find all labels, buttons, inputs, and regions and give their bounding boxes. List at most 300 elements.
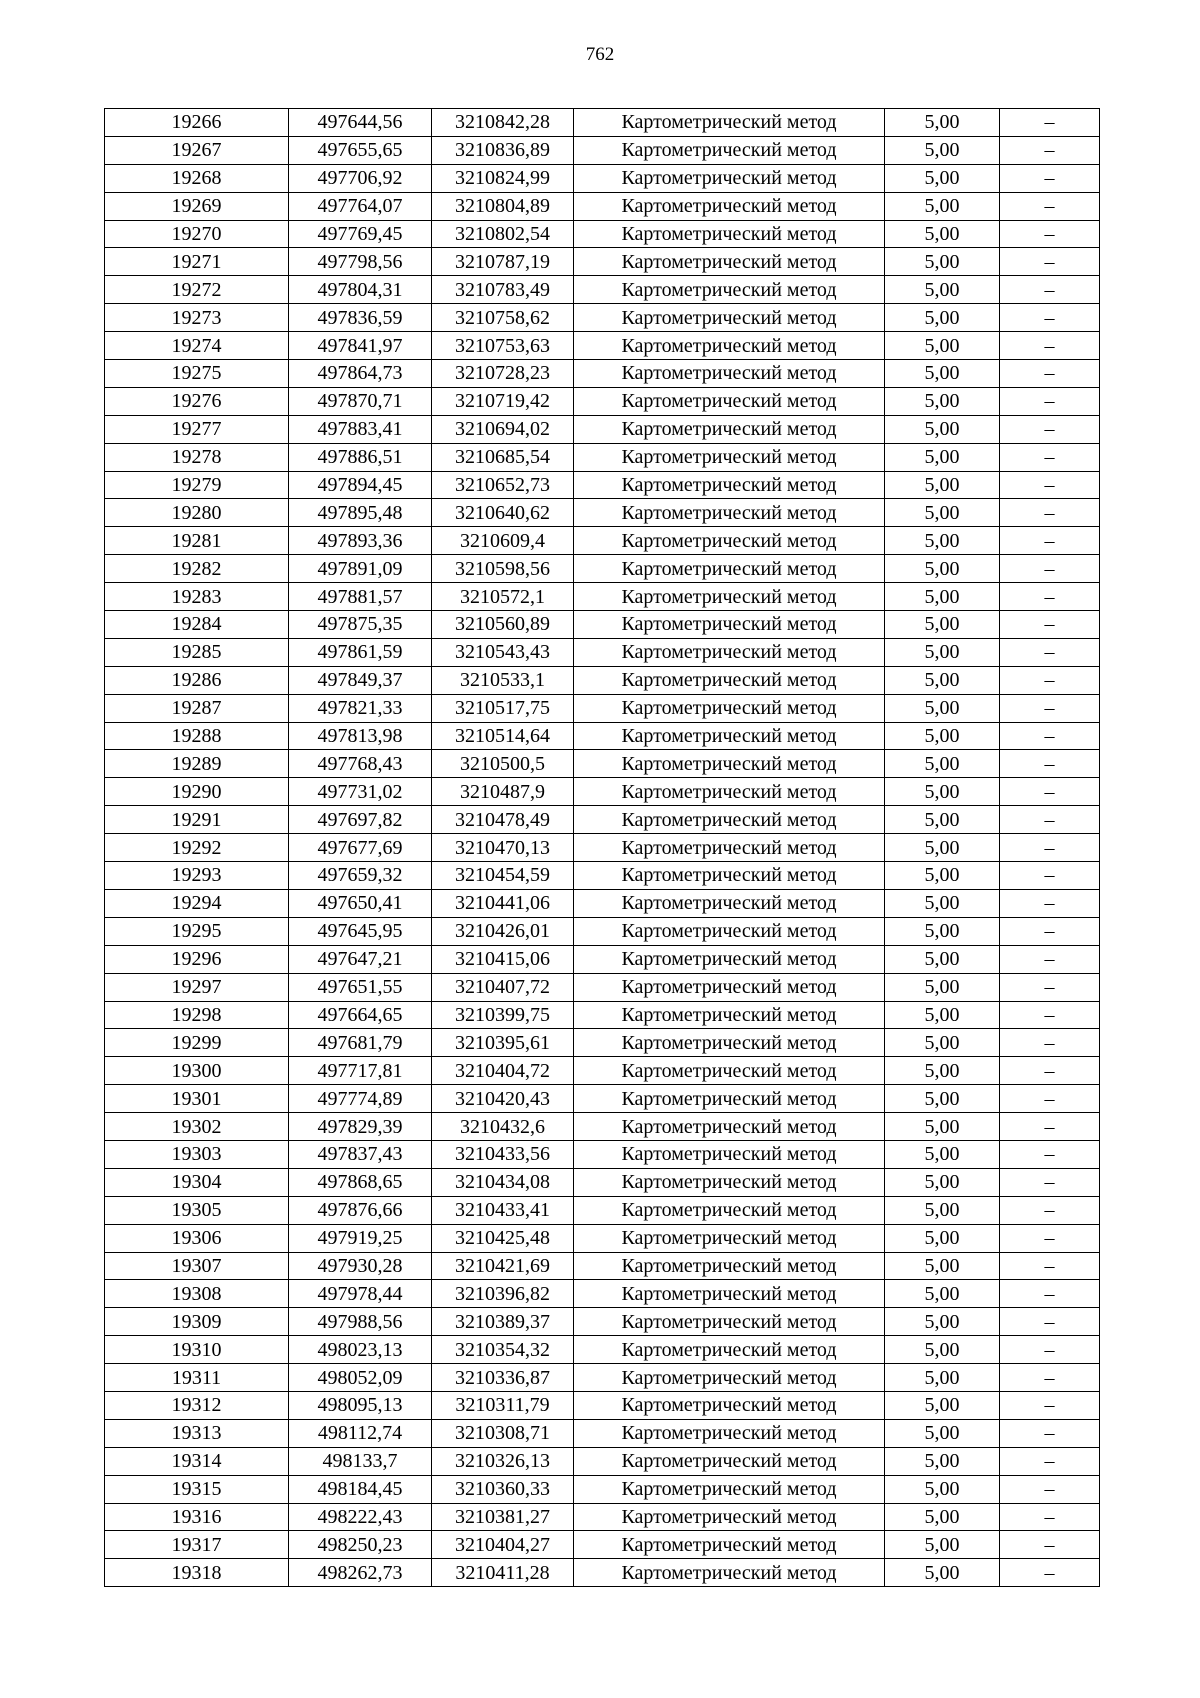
point-number-cell: 19271 — [105, 248, 289, 276]
table-row — [105, 1057, 1100, 1085]
accuracy-cell: 5,00 — [885, 722, 1000, 750]
point-number-cell: 19298 — [105, 1001, 289, 1029]
method-cell: Картометрический метод — [574, 136, 885, 164]
y-coordinate-cell: 3210824,99 — [432, 164, 574, 192]
table-row — [105, 806, 1100, 834]
method-cell: Картометрический метод — [574, 722, 885, 750]
method-cell: Картометрический метод — [574, 611, 885, 639]
description-cell: – — [1000, 1113, 1100, 1141]
table-row — [105, 1113, 1100, 1141]
point-number-cell: 19299 — [105, 1029, 289, 1057]
y-coordinate-cell: 3210354,32 — [432, 1336, 574, 1364]
accuracy-cell: 5,00 — [885, 834, 1000, 862]
y-coordinate-cell: 3210311,79 — [432, 1391, 574, 1419]
x-coordinate-cell: 497677,69 — [289, 834, 432, 862]
x-coordinate-cell: 497883,41 — [289, 415, 432, 443]
method-cell: Картометрический метод — [574, 1001, 885, 1029]
table-row — [105, 192, 1100, 220]
description-cell: – — [1000, 638, 1100, 666]
method-cell: Картометрический метод — [574, 1336, 885, 1364]
x-coordinate-cell: 497813,98 — [289, 722, 432, 750]
y-coordinate-cell: 3210560,89 — [432, 611, 574, 639]
table-row — [105, 248, 1100, 276]
accuracy-cell: 5,00 — [885, 778, 1000, 806]
description-cell: – — [1000, 360, 1100, 388]
y-coordinate-cell: 3210407,72 — [432, 973, 574, 1001]
x-coordinate-cell: 497769,45 — [289, 220, 432, 248]
y-coordinate-cell: 3210478,49 — [432, 806, 574, 834]
table-row — [105, 1559, 1100, 1587]
method-cell: Картометрический метод — [574, 806, 885, 834]
point-number-cell: 19290 — [105, 778, 289, 806]
description-cell: – — [1000, 583, 1100, 611]
accuracy-cell: 5,00 — [885, 1168, 1000, 1196]
x-coordinate-cell: 497881,57 — [289, 583, 432, 611]
description-cell: – — [1000, 1364, 1100, 1392]
description-cell: – — [1000, 471, 1100, 499]
description-cell: – — [1000, 722, 1100, 750]
x-coordinate-cell: 497659,32 — [289, 862, 432, 890]
method-cell: Картометрический метод — [574, 1475, 885, 1503]
description-cell: – — [1000, 1531, 1100, 1559]
x-coordinate-cell: 497697,82 — [289, 806, 432, 834]
y-coordinate-cell: 3210433,41 — [432, 1196, 574, 1224]
method-cell: Картометрический метод — [574, 666, 885, 694]
point-number-cell: 19313 — [105, 1419, 289, 1447]
point-number-cell: 19284 — [105, 611, 289, 639]
point-number-cell: 19289 — [105, 750, 289, 778]
table-row — [105, 1029, 1100, 1057]
table-row — [105, 889, 1100, 917]
point-number-cell: 19287 — [105, 694, 289, 722]
x-coordinate-cell: 498250,23 — [289, 1531, 432, 1559]
description-cell: – — [1000, 1168, 1100, 1196]
description-cell: – — [1000, 1196, 1100, 1224]
description-cell: – — [1000, 164, 1100, 192]
table-row — [105, 1531, 1100, 1559]
table-row — [105, 862, 1100, 890]
y-coordinate-cell: 3210836,89 — [432, 136, 574, 164]
x-coordinate-cell: 497650,41 — [289, 889, 432, 917]
description-cell: – — [1000, 192, 1100, 220]
x-coordinate-cell: 498222,43 — [289, 1503, 432, 1531]
point-number-cell: 19279 — [105, 471, 289, 499]
description-cell: – — [1000, 1503, 1100, 1531]
table-row — [105, 304, 1100, 332]
point-number-cell: 19308 — [105, 1280, 289, 1308]
y-coordinate-cell: 3210753,63 — [432, 332, 574, 360]
y-coordinate-cell: 3210609,4 — [432, 527, 574, 555]
table-row — [105, 555, 1100, 583]
method-cell: Картометрический метод — [574, 1224, 885, 1252]
method-cell: Картометрический метод — [574, 220, 885, 248]
accuracy-cell: 5,00 — [885, 387, 1000, 415]
accuracy-cell: 5,00 — [885, 973, 1000, 1001]
method-cell: Картометрический метод — [574, 387, 885, 415]
table-row — [105, 778, 1100, 806]
accuracy-cell: 5,00 — [885, 1308, 1000, 1336]
x-coordinate-cell: 497647,21 — [289, 945, 432, 973]
y-coordinate-cell: 3210802,54 — [432, 220, 574, 248]
method-cell: Картометрический метод — [574, 1559, 885, 1587]
accuracy-cell: 5,00 — [885, 471, 1000, 499]
accuracy-cell: 5,00 — [885, 945, 1000, 973]
method-cell: Картометрический метод — [574, 1029, 885, 1057]
y-coordinate-cell: 3210404,72 — [432, 1057, 574, 1085]
method-cell: Картометрический метод — [574, 750, 885, 778]
description-cell: – — [1000, 276, 1100, 304]
description-cell: – — [1000, 499, 1100, 527]
accuracy-cell: 5,00 — [885, 1085, 1000, 1113]
method-cell: Картометрический метод — [574, 694, 885, 722]
y-coordinate-cell: 3210433,56 — [432, 1140, 574, 1168]
accuracy-cell: 5,00 — [885, 1224, 1000, 1252]
method-cell: Картометрический метод — [574, 638, 885, 666]
x-coordinate-cell: 497837,43 — [289, 1140, 432, 1168]
y-coordinate-cell: 3210758,62 — [432, 304, 574, 332]
description-cell: – — [1000, 555, 1100, 583]
point-number-cell: 19309 — [105, 1308, 289, 1336]
x-coordinate-cell: 497876,66 — [289, 1196, 432, 1224]
point-number-cell: 19266 — [105, 109, 289, 137]
description-cell: – — [1000, 136, 1100, 164]
y-coordinate-cell: 3210728,23 — [432, 360, 574, 388]
point-number-cell: 19316 — [105, 1503, 289, 1531]
y-coordinate-cell: 3210426,01 — [432, 917, 574, 945]
point-number-cell: 19304 — [105, 1168, 289, 1196]
accuracy-cell: 5,00 — [885, 583, 1000, 611]
table-row — [105, 1001, 1100, 1029]
table-row — [105, 583, 1100, 611]
accuracy-cell: 5,00 — [885, 1391, 1000, 1419]
accuracy-cell: 5,00 — [885, 164, 1000, 192]
table-row — [105, 1140, 1100, 1168]
table-row — [105, 332, 1100, 360]
description-cell: – — [1000, 415, 1100, 443]
point-number-cell: 19288 — [105, 722, 289, 750]
y-coordinate-cell: 3210694,02 — [432, 415, 574, 443]
method-cell: Картометрический метод — [574, 1085, 885, 1113]
accuracy-cell: 5,00 — [885, 360, 1000, 388]
accuracy-cell: 5,00 — [885, 109, 1000, 137]
table-row — [105, 415, 1100, 443]
accuracy-cell: 5,00 — [885, 1029, 1000, 1057]
point-number-cell: 19303 — [105, 1140, 289, 1168]
point-number-cell: 19311 — [105, 1364, 289, 1392]
method-cell: Картометрический метод — [574, 415, 885, 443]
description-cell: – — [1000, 109, 1100, 137]
method-cell: Картометрический метод — [574, 164, 885, 192]
x-coordinate-cell: 497706,92 — [289, 164, 432, 192]
x-coordinate-cell: 497868,65 — [289, 1168, 432, 1196]
table-row — [105, 1252, 1100, 1280]
x-coordinate-cell: 498095,13 — [289, 1391, 432, 1419]
x-coordinate-cell: 497829,39 — [289, 1113, 432, 1141]
point-number-cell: 19278 — [105, 443, 289, 471]
table-row — [105, 109, 1100, 137]
method-cell: Картометрический метод — [574, 1531, 885, 1559]
description-cell: – — [1000, 387, 1100, 415]
table-row — [105, 1447, 1100, 1475]
point-number-cell: 19315 — [105, 1475, 289, 1503]
point-number-cell: 19282 — [105, 555, 289, 583]
method-cell: Картометрический метод — [574, 1364, 885, 1392]
table-row — [105, 220, 1100, 248]
x-coordinate-cell: 497836,59 — [289, 304, 432, 332]
accuracy-cell: 5,00 — [885, 1280, 1000, 1308]
x-coordinate-cell: 497988,56 — [289, 1308, 432, 1336]
x-coordinate-cell: 497768,43 — [289, 750, 432, 778]
description-cell: – — [1000, 527, 1100, 555]
method-cell: Картометрический метод — [574, 1447, 885, 1475]
x-coordinate-cell: 497774,89 — [289, 1085, 432, 1113]
table-row — [105, 1336, 1100, 1364]
x-coordinate-cell: 497664,65 — [289, 1001, 432, 1029]
x-coordinate-cell: 497717,81 — [289, 1057, 432, 1085]
description-cell: – — [1000, 220, 1100, 248]
point-number-cell: 19312 — [105, 1391, 289, 1419]
y-coordinate-cell: 3210326,13 — [432, 1447, 574, 1475]
description-cell: – — [1000, 332, 1100, 360]
point-number-cell: 19295 — [105, 917, 289, 945]
y-coordinate-cell: 3210517,75 — [432, 694, 574, 722]
x-coordinate-cell: 498112,74 — [289, 1419, 432, 1447]
method-cell: Картометрический метод — [574, 1419, 885, 1447]
x-coordinate-cell: 497841,97 — [289, 332, 432, 360]
table-row — [105, 1308, 1100, 1336]
table-row — [105, 973, 1100, 1001]
method-cell: Картометрический метод — [574, 583, 885, 611]
y-coordinate-cell: 3210421,69 — [432, 1252, 574, 1280]
accuracy-cell: 5,00 — [885, 1001, 1000, 1029]
x-coordinate-cell: 497645,95 — [289, 917, 432, 945]
y-coordinate-cell: 3210360,33 — [432, 1475, 574, 1503]
point-number-cell: 19294 — [105, 889, 289, 917]
y-coordinate-cell: 3210787,19 — [432, 248, 574, 276]
table-row — [105, 1475, 1100, 1503]
point-number-cell: 19318 — [105, 1559, 289, 1587]
description-cell: – — [1000, 443, 1100, 471]
table-row — [105, 722, 1100, 750]
x-coordinate-cell: 497764,07 — [289, 192, 432, 220]
method-cell: Картометрический метод — [574, 499, 885, 527]
y-coordinate-cell: 3210533,1 — [432, 666, 574, 694]
method-cell: Картометрический метод — [574, 360, 885, 388]
point-number-cell: 19275 — [105, 360, 289, 388]
y-coordinate-cell: 3210308,71 — [432, 1419, 574, 1447]
method-cell: Картометрический метод — [574, 945, 885, 973]
description-cell: – — [1000, 1559, 1100, 1587]
point-number-cell: 19281 — [105, 527, 289, 555]
point-number-cell: 19285 — [105, 638, 289, 666]
y-coordinate-cell: 3210500,5 — [432, 750, 574, 778]
accuracy-cell: 5,00 — [885, 220, 1000, 248]
x-coordinate-cell: 497651,55 — [289, 973, 432, 1001]
table-row — [105, 1280, 1100, 1308]
accuracy-cell: 5,00 — [885, 1252, 1000, 1280]
point-number-cell: 19273 — [105, 304, 289, 332]
method-cell: Картометрический метод — [574, 917, 885, 945]
x-coordinate-cell: 497886,51 — [289, 443, 432, 471]
description-cell: – — [1000, 1336, 1100, 1364]
accuracy-cell: 5,00 — [885, 527, 1000, 555]
description-cell: – — [1000, 1057, 1100, 1085]
point-number-cell: 19296 — [105, 945, 289, 973]
x-coordinate-cell: 497681,79 — [289, 1029, 432, 1057]
point-number-cell: 19300 — [105, 1057, 289, 1085]
table-row — [105, 136, 1100, 164]
accuracy-cell: 5,00 — [885, 499, 1000, 527]
point-number-cell: 19272 — [105, 276, 289, 304]
x-coordinate-cell: 497893,36 — [289, 527, 432, 555]
y-coordinate-cell: 3210804,89 — [432, 192, 574, 220]
x-coordinate-cell: 497894,45 — [289, 471, 432, 499]
y-coordinate-cell: 3210415,06 — [432, 945, 574, 973]
accuracy-cell: 5,00 — [885, 1057, 1000, 1085]
description-cell: – — [1000, 1447, 1100, 1475]
accuracy-cell: 5,00 — [885, 1336, 1000, 1364]
description-cell: – — [1000, 611, 1100, 639]
x-coordinate-cell: 497798,56 — [289, 248, 432, 276]
accuracy-cell: 5,00 — [885, 248, 1000, 276]
table-row — [105, 917, 1100, 945]
coordinates-table — [104, 108, 1100, 1587]
method-cell: Картометрический метод — [574, 1196, 885, 1224]
accuracy-cell: 5,00 — [885, 332, 1000, 360]
description-cell: – — [1000, 1224, 1100, 1252]
method-cell: Картометрический метод — [574, 1308, 885, 1336]
x-coordinate-cell: 498023,13 — [289, 1336, 432, 1364]
x-coordinate-cell: 497644,56 — [289, 109, 432, 137]
table-row — [105, 1085, 1100, 1113]
accuracy-cell: 5,00 — [885, 1531, 1000, 1559]
description-cell: – — [1000, 1475, 1100, 1503]
x-coordinate-cell: 497978,44 — [289, 1280, 432, 1308]
table-row — [105, 1503, 1100, 1531]
point-number-cell: 19280 — [105, 499, 289, 527]
point-number-cell: 19268 — [105, 164, 289, 192]
table-row — [105, 1364, 1100, 1392]
y-coordinate-cell: 3210514,64 — [432, 722, 574, 750]
description-cell: – — [1000, 1252, 1100, 1280]
description-cell: – — [1000, 1280, 1100, 1308]
y-coordinate-cell: 3210381,27 — [432, 1503, 574, 1531]
point-number-cell: 19305 — [105, 1196, 289, 1224]
x-coordinate-cell: 497821,33 — [289, 694, 432, 722]
description-cell: – — [1000, 1029, 1100, 1057]
x-coordinate-cell: 497849,37 — [289, 666, 432, 694]
y-coordinate-cell: 3210598,56 — [432, 555, 574, 583]
y-coordinate-cell: 3210652,73 — [432, 471, 574, 499]
method-cell: Картометрический метод — [574, 192, 885, 220]
point-number-cell: 19269 — [105, 192, 289, 220]
point-number-cell: 19286 — [105, 666, 289, 694]
accuracy-cell: 5,00 — [885, 1364, 1000, 1392]
accuracy-cell: 5,00 — [885, 1559, 1000, 1587]
accuracy-cell: 5,00 — [885, 1447, 1000, 1475]
description-cell: – — [1000, 1419, 1100, 1447]
table-row — [105, 360, 1100, 388]
accuracy-cell: 5,00 — [885, 1140, 1000, 1168]
accuracy-cell: 5,00 — [885, 276, 1000, 304]
method-cell: Картометрический метод — [574, 862, 885, 890]
point-number-cell: 19306 — [105, 1224, 289, 1252]
description-cell: – — [1000, 1391, 1100, 1419]
point-number-cell: 19274 — [105, 332, 289, 360]
x-coordinate-cell: 497875,35 — [289, 611, 432, 639]
description-cell: – — [1000, 694, 1100, 722]
point-number-cell: 19310 — [105, 1336, 289, 1364]
method-cell: Картометрический метод — [574, 973, 885, 1001]
accuracy-cell: 5,00 — [885, 304, 1000, 332]
description-cell: – — [1000, 806, 1100, 834]
method-cell: Картометрический метод — [574, 527, 885, 555]
accuracy-cell: 5,00 — [885, 666, 1000, 694]
point-number-cell: 19307 — [105, 1252, 289, 1280]
accuracy-cell: 5,00 — [885, 750, 1000, 778]
table-row — [105, 1419, 1100, 1447]
point-number-cell: 19283 — [105, 583, 289, 611]
method-cell: Картометрический метод — [574, 1057, 885, 1085]
x-coordinate-cell: 497891,09 — [289, 555, 432, 583]
table-row — [105, 276, 1100, 304]
table-row — [105, 1391, 1100, 1419]
accuracy-cell: 5,00 — [885, 1475, 1000, 1503]
y-coordinate-cell: 3210441,06 — [432, 889, 574, 917]
point-number-cell: 19267 — [105, 136, 289, 164]
y-coordinate-cell: 3210434,08 — [432, 1168, 574, 1196]
description-cell: – — [1000, 666, 1100, 694]
y-coordinate-cell: 3210396,82 — [432, 1280, 574, 1308]
table-row — [105, 387, 1100, 415]
x-coordinate-cell: 497731,02 — [289, 778, 432, 806]
accuracy-cell: 5,00 — [885, 136, 1000, 164]
point-number-cell: 19301 — [105, 1085, 289, 1113]
x-coordinate-cell: 497895,48 — [289, 499, 432, 527]
description-cell: – — [1000, 945, 1100, 973]
table-row — [105, 471, 1100, 499]
table-row — [105, 499, 1100, 527]
description-cell: – — [1000, 304, 1100, 332]
y-coordinate-cell: 3210425,48 — [432, 1224, 574, 1252]
x-coordinate-cell: 498184,45 — [289, 1475, 432, 1503]
y-coordinate-cell: 3210432,6 — [432, 1113, 574, 1141]
description-cell: – — [1000, 778, 1100, 806]
method-cell: Картометрический метод — [574, 1252, 885, 1280]
point-number-cell: 19297 — [105, 973, 289, 1001]
x-coordinate-cell: 497861,59 — [289, 638, 432, 666]
point-number-cell: 19302 — [105, 1113, 289, 1141]
method-cell: Картометрический метод — [574, 109, 885, 137]
point-number-cell: 19276 — [105, 387, 289, 415]
x-coordinate-cell: 498262,73 — [289, 1559, 432, 1587]
y-coordinate-cell: 3210470,13 — [432, 834, 574, 862]
method-cell: Картометрический метод — [574, 1503, 885, 1531]
x-coordinate-cell: 497919,25 — [289, 1224, 432, 1252]
description-cell: – — [1000, 1001, 1100, 1029]
y-coordinate-cell: 3210719,42 — [432, 387, 574, 415]
y-coordinate-cell: 3210783,49 — [432, 276, 574, 304]
x-coordinate-cell: 497655,65 — [289, 136, 432, 164]
method-cell: Картометрический метод — [574, 1168, 885, 1196]
x-coordinate-cell: 497804,31 — [289, 276, 432, 304]
y-coordinate-cell: 3210389,37 — [432, 1308, 574, 1336]
accuracy-cell: 5,00 — [885, 694, 1000, 722]
y-coordinate-cell: 3210404,27 — [432, 1531, 574, 1559]
description-cell: – — [1000, 1308, 1100, 1336]
method-cell: Картометрический метод — [574, 778, 885, 806]
table-row — [105, 164, 1100, 192]
